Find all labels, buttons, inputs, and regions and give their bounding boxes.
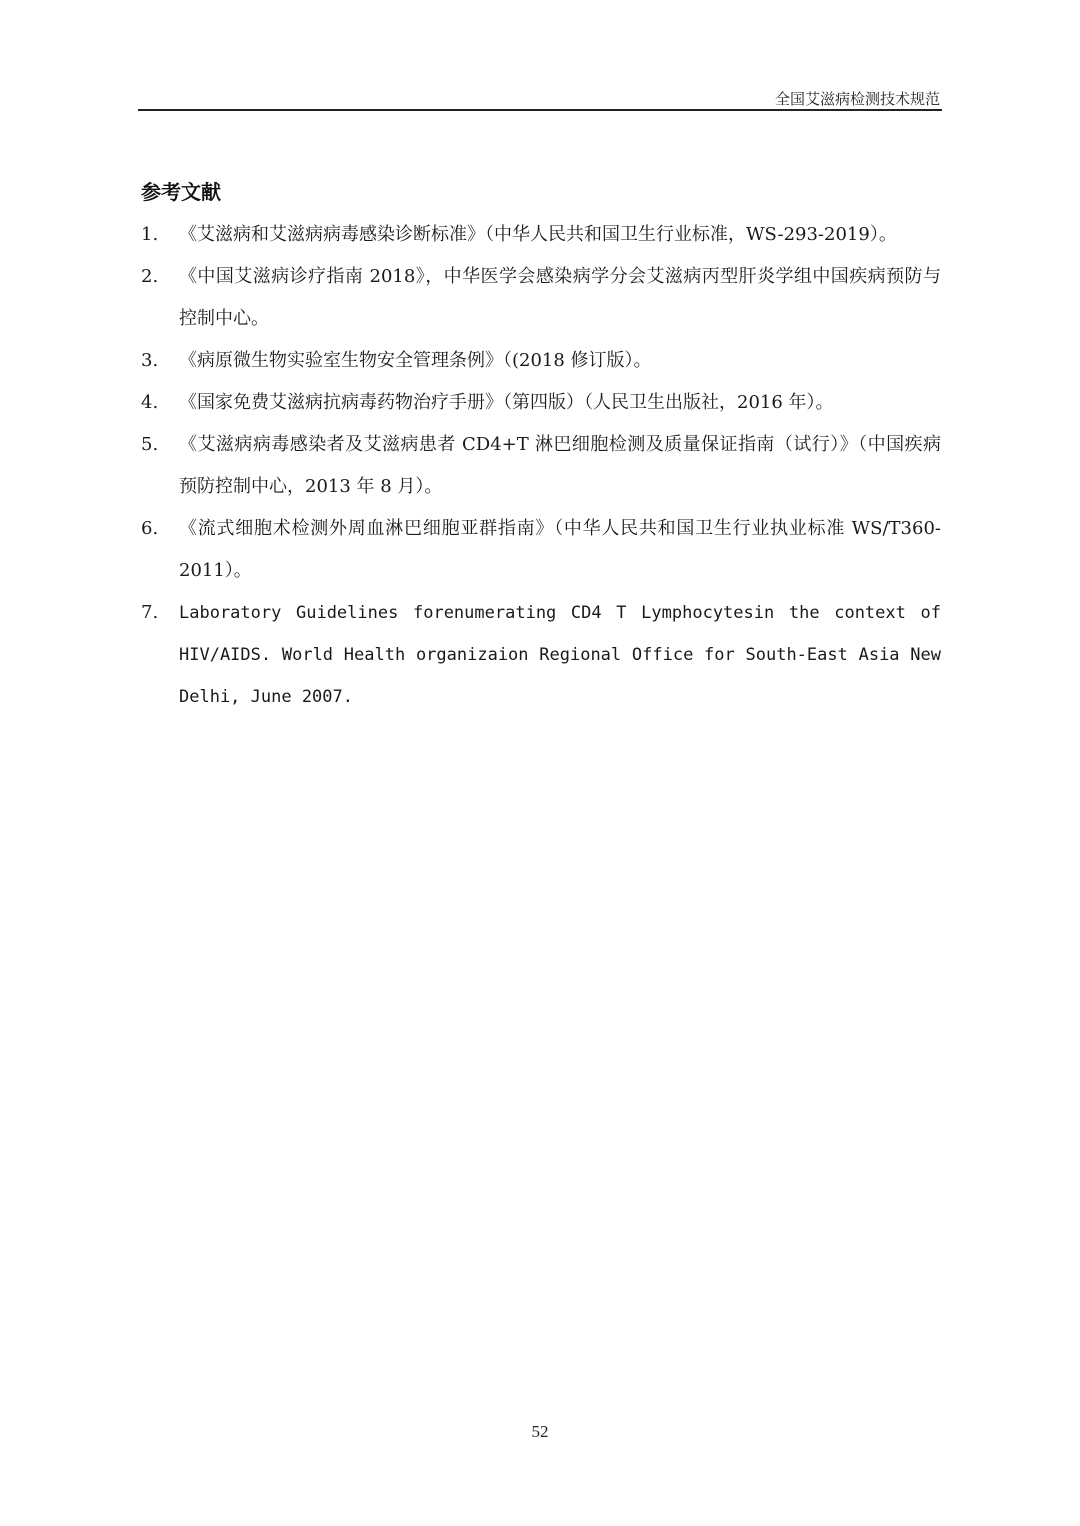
reference-item bbox=[141, 382, 941, 424]
reference-text: 《国家免费艾滋病抗病毒药物治疗手册》（第四版）（人民卫生出版社，2016 年）。 bbox=[179, 392, 834, 413]
reference-number: 1. bbox=[141, 224, 159, 245]
section-title: 参考文献 bbox=[141, 180, 221, 204]
reference-text: 《中国艾滋病诊疗指南 2018》，中华医学会感染病学分会艾滋病丙型肝炎学组中国疾病预防与控制中心。 bbox=[179, 266, 941, 329]
reference-number: 6. bbox=[141, 518, 159, 539]
reference-number: 7. bbox=[141, 602, 159, 623]
reference-number: 3. bbox=[141, 350, 159, 371]
reference-number: 4. bbox=[141, 392, 159, 413]
reference-number: 5. bbox=[141, 434, 159, 455]
reference-item bbox=[141, 340, 941, 382]
reference-list bbox=[141, 214, 941, 718]
header-rule bbox=[138, 109, 942, 111]
reference-item bbox=[141, 592, 941, 718]
reference-number: 2. bbox=[141, 266, 159, 287]
reference-text: 《病原微生物实验室生物安全管理条例》（(2018 修订版）。 bbox=[179, 350, 652, 371]
reference-item bbox=[141, 424, 941, 508]
reference-item bbox=[141, 214, 941, 256]
reference-text: 《艾滋病病毒感染者及艾滋病患者 CD4+T 淋巴细胞检测及质量保证指南（试行）》（中国疾病预防控制中心，2013 年 8 月）。 bbox=[179, 434, 941, 497]
reference-text: Laboratory Guidelines forenumerating CD4 T Lymphocytesin the context of HIV/AIDS. World Health organizaion Regional Office for South-East Asia New Delhi, June 2007. bbox=[179, 603, 941, 707]
reference-item bbox=[141, 508, 941, 592]
reference-item bbox=[141, 256, 941, 340]
page-number: 52 bbox=[531, 1422, 549, 1441]
reference-text: 《艾滋病和艾滋病病毒感染诊断标准》（中华人民共和国卫生行业标准，WS-293-2019）。 bbox=[179, 224, 897, 245]
reference-text: 《流式细胞术检测外周血淋巴细胞亚群指南》（中华人民共和国卫生行业执业标准 WS/T360-2011）。 bbox=[179, 518, 941, 581]
running-header: 全国艾滋病检测技术规范 bbox=[774, 90, 940, 108]
